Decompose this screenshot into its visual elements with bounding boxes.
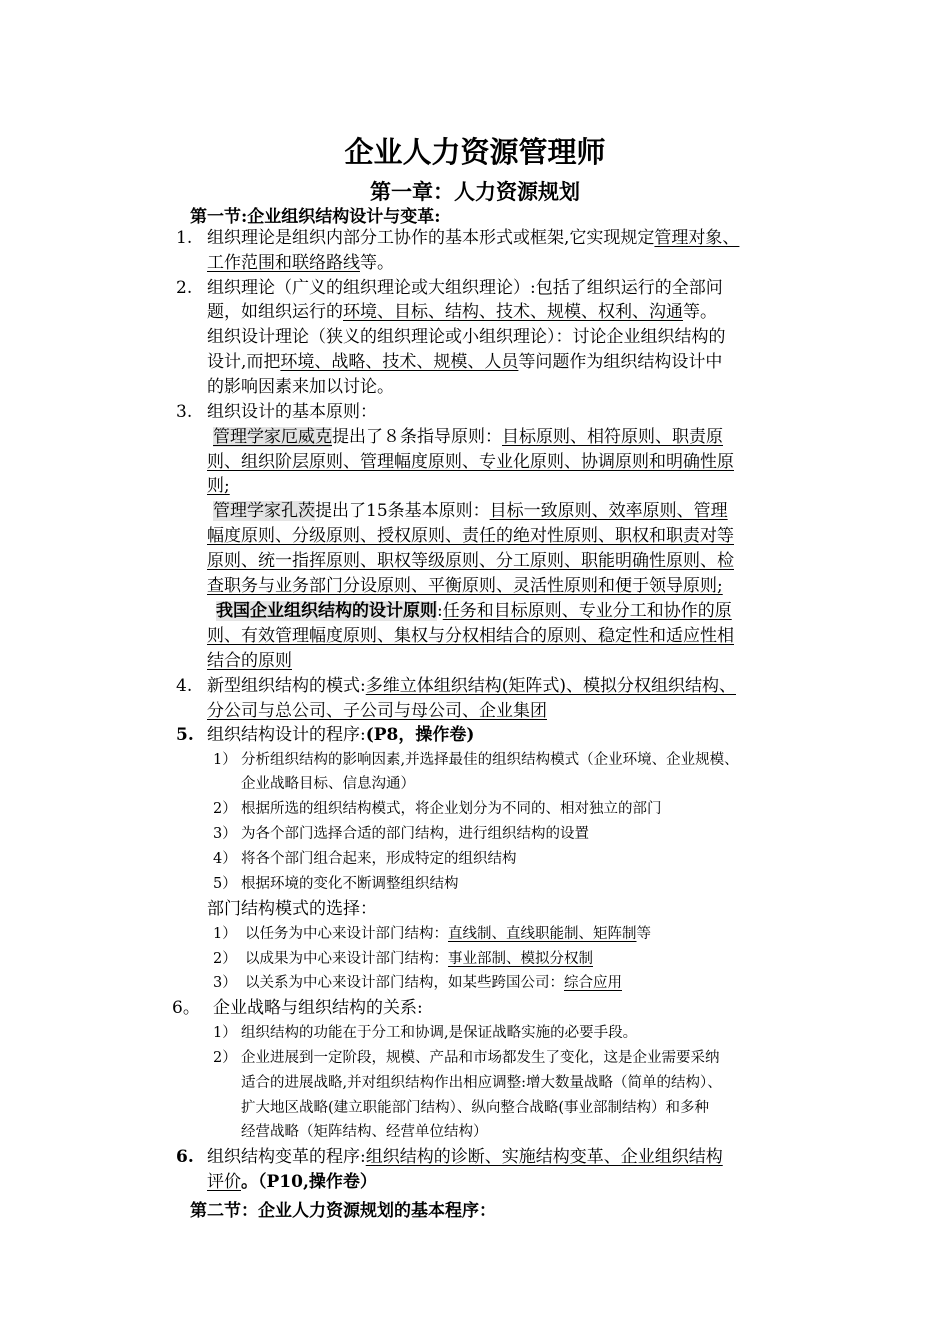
item-1-line-1: 组织理论是组织内部分工协作的基本形式或框架,它实现规定管理对象、 [207,228,740,248]
step-text: 将各个部门组合起来，形成特定的组织结构 [241,851,517,867]
step-number: 3） [213,826,237,842]
strategy-number: 2） [213,1050,237,1066]
mode-text: 以关系为中心来设计部门结构，如某些跨国公司：综合应用 [245,975,622,991]
section-heading-1: 第一节:企业组织结构设计与变革: [190,207,441,227]
item-2-line-4: 设计,而把环境、战略、技术、规模、人员等问题作为组织结构设计中 [207,352,723,372]
department-mode-heading: 部门结构模式的选择： [207,899,377,919]
item-4-line-1: 新型组织结构的模式:多维立体组织结构(矩阵式)、模拟分权组织结构、 [207,676,736,696]
item-6b-line-1: 组织结构变革的程序:组织结构的诊断、实施结构变革、企业组织结构 [207,1147,723,1167]
item-5-number: 5. [176,725,194,745]
strategy-text: 适合的进展战略,并对组织结构作出相应调整:增大数量战略（简单的结构）、 [241,1075,722,1091]
strategy-number: 1） [213,1025,237,1041]
item-6b-line-2: 评价。（P10,操作卷） [207,1172,377,1192]
item-2-line-5: 的影响因素来加以讨论。 [207,377,394,397]
strategy-text: 组织结构的功能在于分工和协调,是保证战略实施的必要手段。 [241,1025,638,1041]
item-6a-heading: 企业战略与组织结构的关系: [213,998,423,1018]
step-text: 企业战略目标、信息沟通） [241,776,415,792]
item-3-p2-line-3: 原则、统一指挥原则、职权等级原则、分工原则、职能明确性原则、检 [207,551,734,571]
item-3-p1-line-2: 则、组织阶层原则、管理幅度原则、专业化原则、协调原则和明确性原 [207,452,734,472]
item-3-p2-line-4: 查职务与业务部门分设原则、平衡原则、灵活性原则和便于领导原则; [207,576,723,596]
step-text: 为各个部门选择合适的部门结构，进行组织结构的设置 [241,826,589,842]
strategy-text: 企业进展到一定阶段，规模、产品和市场都发生了变化，这是企业需要采纳 [241,1050,720,1066]
step-text: 根据所选的组织结构模式，将企业划分为不同的、相对独立的部门 [241,801,662,817]
item-3-heading: 组织设计的基本原则： [207,402,377,422]
item-2-line-3: 组织设计理论（狭义的组织理论或小组织理论）：讨论企业组织结构的 [207,327,726,347]
mode-text: 以任务为中心来设计部门结构：直线制、直线职能制、矩阵制等 [245,926,651,942]
item-2-number: 2. [176,278,193,298]
step-number: 5） [213,876,237,892]
mode-number: 1） [213,926,237,942]
item-4-line-2: 分公司与总公司、子公司与母公司、企业集团 [207,701,547,721]
step-text: 根据环境的变化不断调整组织结构 [241,876,459,892]
mode-text: 以成果为中心来设计部门结构：事业部制、模拟分权制 [245,951,593,967]
step-number: 4） [213,851,237,867]
item-3-p2-line-2: 幅度原则、分级原则、授权原则、责任的绝对性原则、职权和职责对等 [207,526,734,546]
section-heading-2: 第二节：企业人力资源规划的基本程序： [190,1201,496,1221]
item-6b-number: 6. [176,1147,194,1167]
item-1-line-2: 工作范围和联络路线等。 [207,253,394,273]
document-title: 企业人力资源管理师 [344,135,606,169]
step-number: 2） [213,801,237,817]
item-3-p1-line-1: 管理学家厄威克提出了８条指导原则：目标原则、相符原则、职责原 [213,427,723,447]
item-5-heading: 组织结构设计的程序:(P8，操作卷) [207,725,475,745]
item-3-p1-line-3: 则; [207,476,230,496]
item-3-p3-line-3: 结合的原则 [207,651,292,671]
strategy-text: 扩大地区战略(建立职能部门结构）、纵向整合战略(事业部制结构）和多种 [241,1100,710,1116]
item-3-p3-line-1: 我国企业组织结构的设计原则:任务和目标原则、专业分工和协作的原 [216,601,732,621]
item-1-number: 1. [176,228,193,248]
item-2-line-2: 题，如组织运行的环境、目标、结构、技术、规模、权利、沟通等。 [207,302,717,322]
item-4-number: 4. [176,676,193,696]
mode-number: 2） [213,951,237,967]
item-3-p3-line-2: 则、有效管理幅度原则、集权与分权相结合的原则、稳定性和适应性相 [207,626,734,646]
item-6a-number: 6。 [172,998,200,1018]
item-3-number: 3. [176,402,193,422]
mode-number: 3） [213,975,237,991]
chapter-heading: 第一章：人力资源规划 [370,179,580,204]
item-2-line-1: 组织理论（广义的组织理论或大组织理论）:包括了组织运行的全部问 [207,278,723,298]
strategy-text: 经营战略（矩阵结构、经营单位结构） [241,1124,488,1140]
item-3-p2-line-1: 管理学家孔茨提出了15条基本原则：目标一致原则、效率原则、管理 [213,501,728,521]
step-number: 1） [213,752,237,768]
step-text: 分析组织结构的影响因素,并选择最佳的组织结构模式（企业环境、企业规模、 [241,752,739,768]
